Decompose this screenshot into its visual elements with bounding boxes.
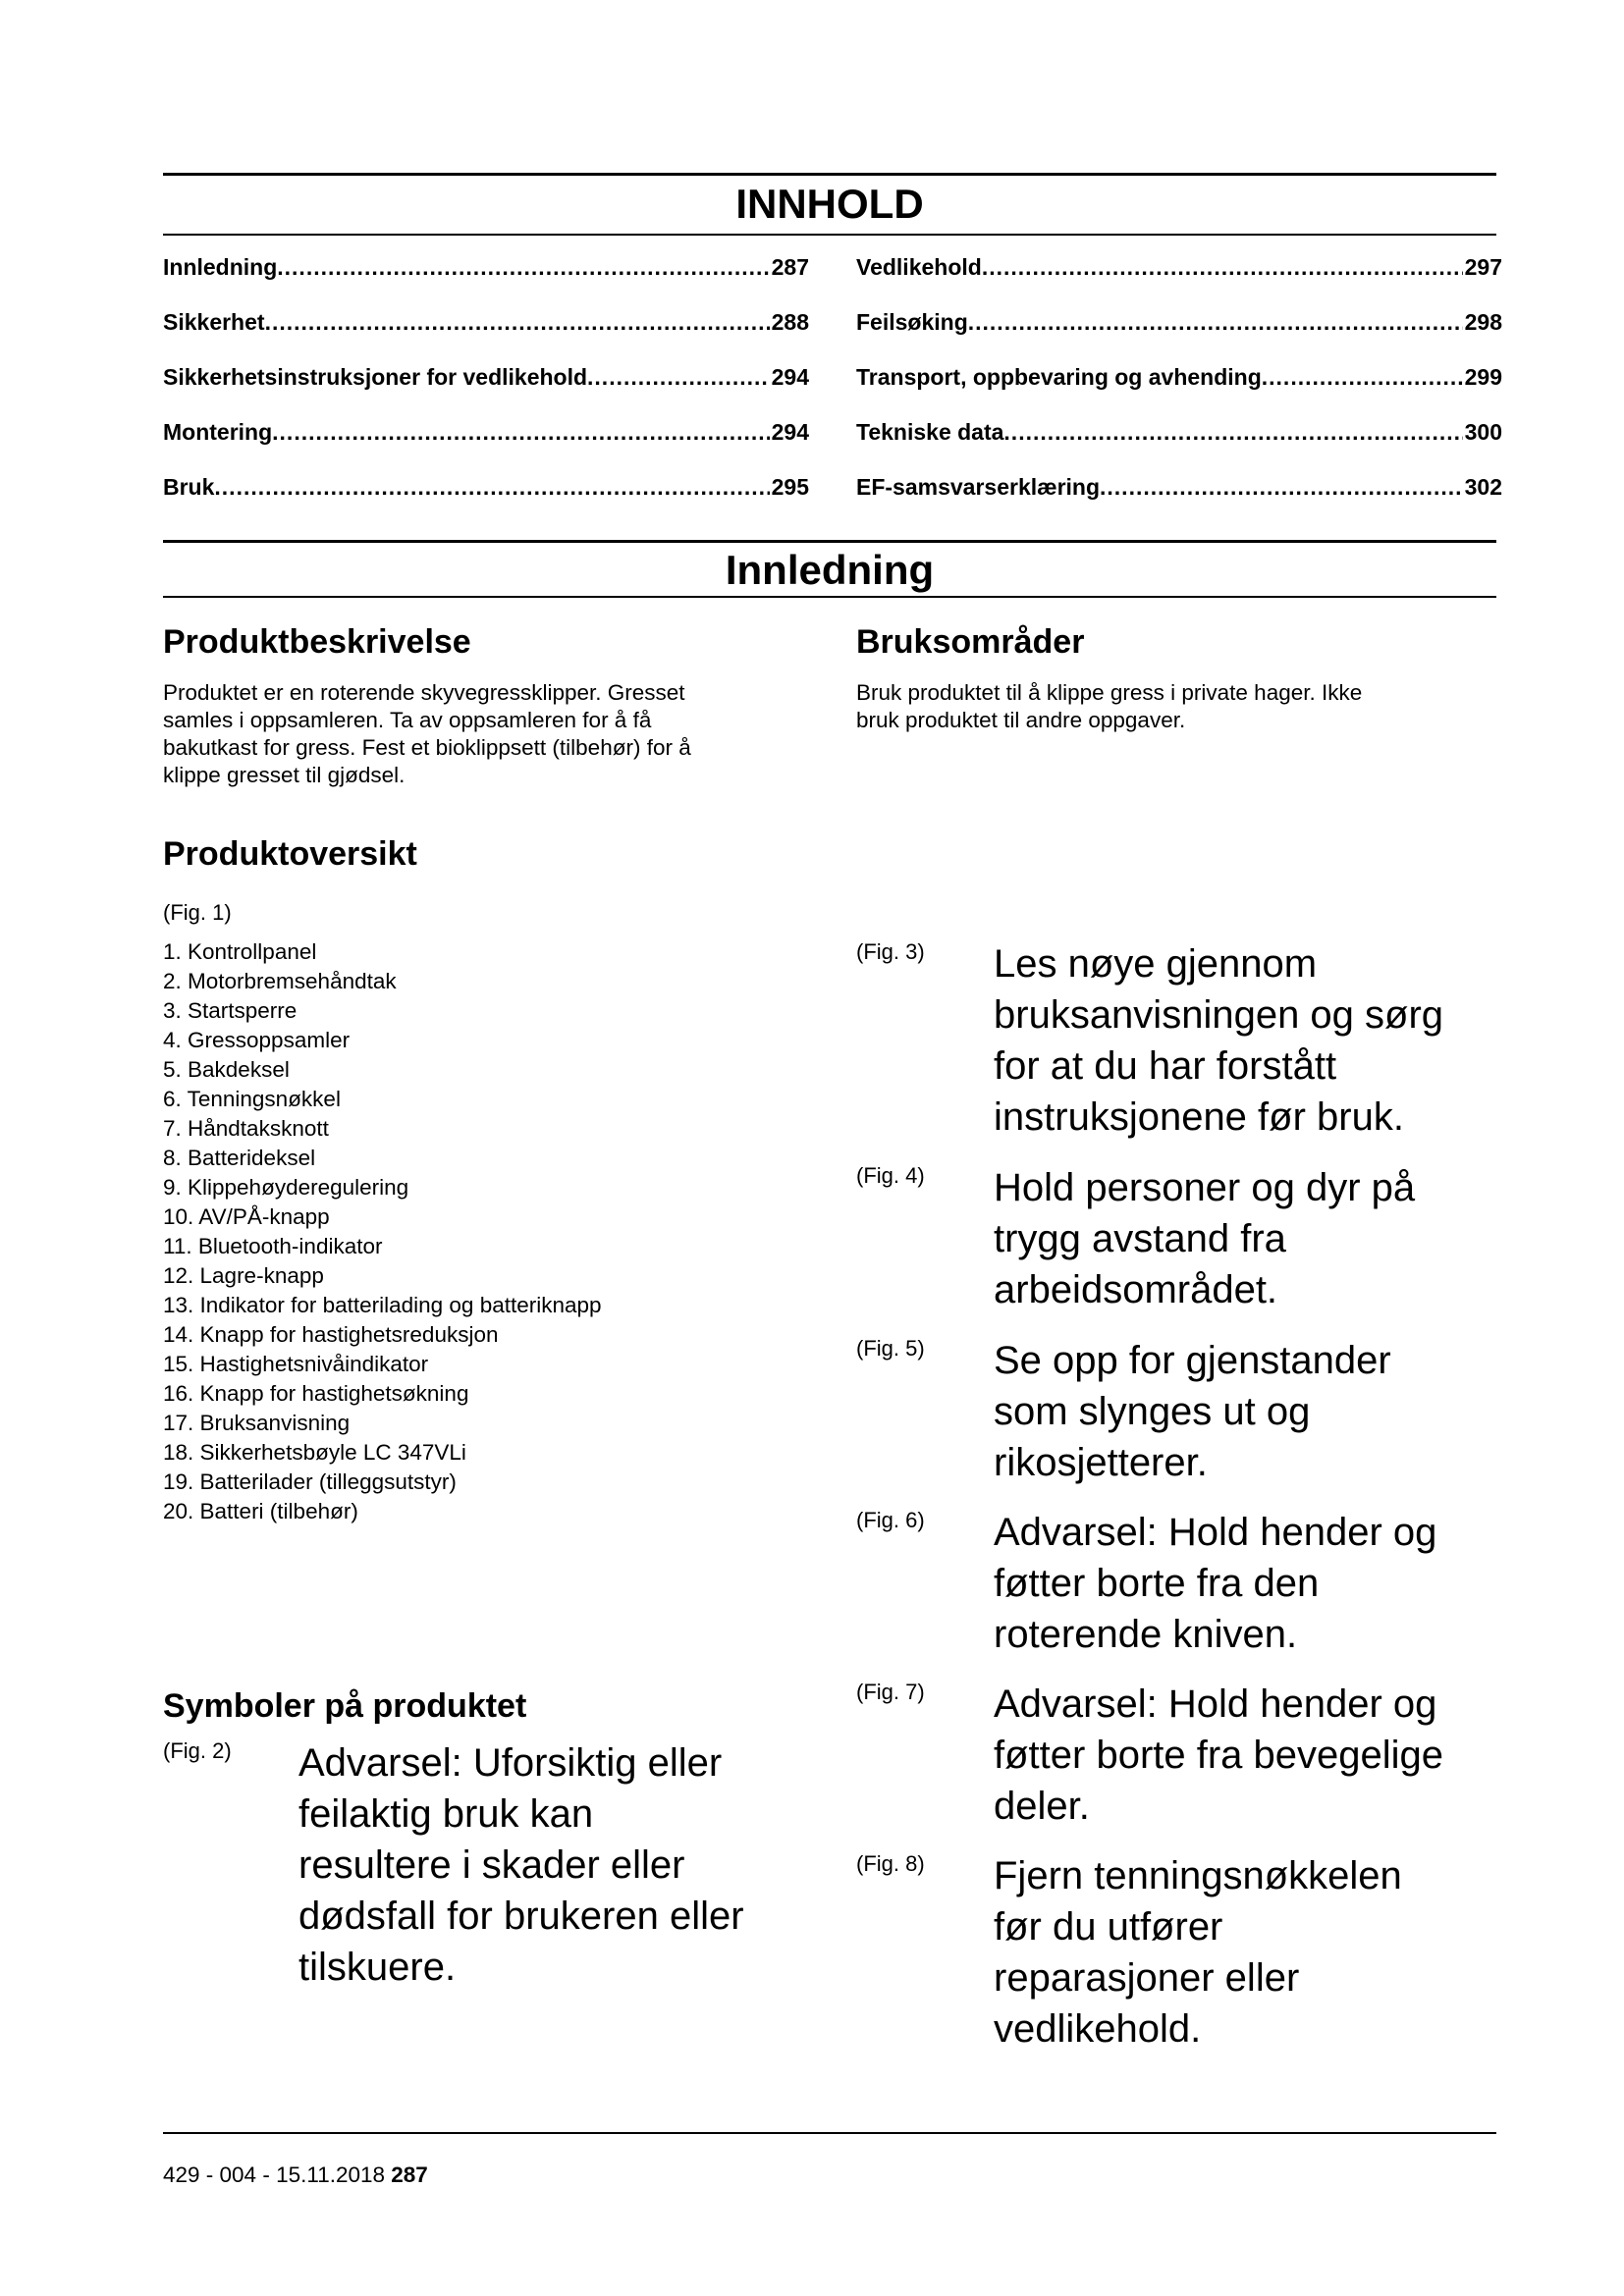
symbol-text: Fjern tenningsnøkkelen før du utfører reparasjoner eller vedlikehold. xyxy=(994,1854,1402,2051)
toc-entry[interactable]: EF-samsvarserklæring ..... 302 xyxy=(856,473,1502,528)
areas-of-use-heading: Bruksområder xyxy=(856,623,1085,661)
list-item: 18. Sikkerhetsbøyle LC 347VLi xyxy=(163,1440,466,1465)
fig-ref: (Fig. 5) xyxy=(856,1336,925,1361)
list-item: 16. Knapp for hastighetsøkning xyxy=(163,1381,469,1406)
symbol-text: Les nøye gjennom bruksanvisningen og sørg for at du har forstått instruksjonene før bruk. xyxy=(994,942,1444,1139)
fig-ref: (Fig. 4) xyxy=(856,1163,925,1188)
list-item: 2. Motorbremsehåndtak xyxy=(163,969,397,993)
list-item: 10. AV/PÅ-knapp xyxy=(163,1204,330,1229)
list-item: 17. Bruksanvisning xyxy=(163,1411,351,1435)
toc-entry[interactable]: Tekniske data ..... 300 xyxy=(856,418,1502,473)
list-item: 1. Kontrollpanel xyxy=(163,939,317,964)
list-item: 19. Batterilader (tilleggsutstyr) xyxy=(163,1469,457,1494)
list-item: 11. Bluetooth-indikator xyxy=(163,1234,383,1258)
toc-entry[interactable]: Bruk ..... 295 xyxy=(163,473,809,528)
product-description-text: Produktet er en roterende skyvegressklipper. Gresset samles i oppsamleren. Ta av oppsamleren for å få bakutkast for gress. Fest et bioklippsett (tilbehør) for å klippe gresset til gjødsel. xyxy=(163,680,691,787)
symbol-text: Advarsel: Uforsiktig eller feilaktig bruk kan resultere i skader eller dødsfall for brukeren eller tilskuere. xyxy=(298,1741,744,1989)
footer-page-number: 287 xyxy=(391,2163,428,2187)
intro-title: Innledning xyxy=(725,547,935,593)
list-item: 14. Knapp for hastighetsreduksjon xyxy=(163,1322,499,1347)
list-item: 6. Tenningsnøkkel xyxy=(163,1087,341,1111)
symbol-text: Se opp for gjenstander som slynges ut og rikosjetterer. xyxy=(994,1339,1391,1484)
toc-entry[interactable]: Montering ..... 294 xyxy=(163,418,809,473)
toc-entry[interactable]: Feilsøking ..... 298 xyxy=(856,308,1502,363)
toc-entry[interactable]: Sikkerhet ..... 288 xyxy=(163,308,809,363)
fig-ref: (Fig. 3) xyxy=(856,939,925,964)
toc-bottom-rule xyxy=(163,234,1496,236)
toc-entry[interactable]: Vedlikehold ..... 297 xyxy=(856,253,1502,308)
product-description-heading: Produktbeskrivelse xyxy=(163,623,471,661)
list-item: 5. Bakdeksel xyxy=(163,1057,290,1082)
footer-doc-ref: 429 - 004 - 15.11.2018 xyxy=(163,2163,386,2187)
list-item: 7. Håndtaksknott xyxy=(163,1116,329,1141)
list-item: 20. Batteri (tilbehør) xyxy=(163,1499,358,1523)
intro-top-rule xyxy=(163,540,1496,543)
list-item: 13. Indikator for batterilading og batteriknapp xyxy=(163,1293,602,1317)
toc-right-column xyxy=(856,253,1502,528)
toc-title: INNHOLD xyxy=(735,181,924,227)
symbol-text: Hold personer og dyr på trygg avstand fra arbeidsområdet. xyxy=(994,1166,1416,1311)
footer-rule xyxy=(163,2132,1496,2134)
list-item: 15. Hastighetsnivåindikator xyxy=(163,1352,429,1376)
toc-entry[interactable]: Innledning ..... 287 xyxy=(163,253,809,308)
fig-ref: (Fig. 6) xyxy=(856,1508,925,1532)
list-item: 8. Batterideksel xyxy=(163,1146,316,1170)
product-overview-list xyxy=(163,937,602,1526)
list-item: 3. Startsperre xyxy=(163,998,298,1023)
footer xyxy=(163,2162,428,2189)
fig-ref: (Fig. 2) xyxy=(163,1738,232,1763)
toc-top-rule xyxy=(163,173,1496,176)
fig-ref: (Fig. 8) xyxy=(856,1851,925,1876)
symbol-text: Advarsel: Hold hender og føtter borte fra bevegelige deler. xyxy=(994,1682,1444,1828)
list-item: 4. Gressoppsamler xyxy=(163,1028,351,1052)
product-overview-heading: Produktoversikt xyxy=(163,835,417,873)
symbol-text: Advarsel: Hold hender og føtter borte fra den roterende kniven. xyxy=(994,1511,1437,1656)
symbols-heading: Symboler på produktet xyxy=(163,1687,527,1725)
list-item: 9. Klippehøyderegulering xyxy=(163,1175,409,1200)
areas-of-use-text: Bruk produktet til å klippe gress i private hager. Ikke bruk produktet til andre oppgaver. xyxy=(856,680,1363,732)
toc-entry[interactable]: Sikkerhetsinstruksjoner for vedlikehold ..... 294 xyxy=(163,363,809,418)
list-item: 12. Lagre-knapp xyxy=(163,1263,324,1288)
toc-left-column xyxy=(163,253,809,528)
toc-entry[interactable]: Transport, oppbevaring og avhending ..... 299 xyxy=(856,363,1502,418)
fig-ref: (Fig. 7) xyxy=(856,1680,925,1704)
intro-bottom-rule xyxy=(163,596,1496,598)
overview-fig-ref: (Fig. 1) xyxy=(163,900,232,925)
